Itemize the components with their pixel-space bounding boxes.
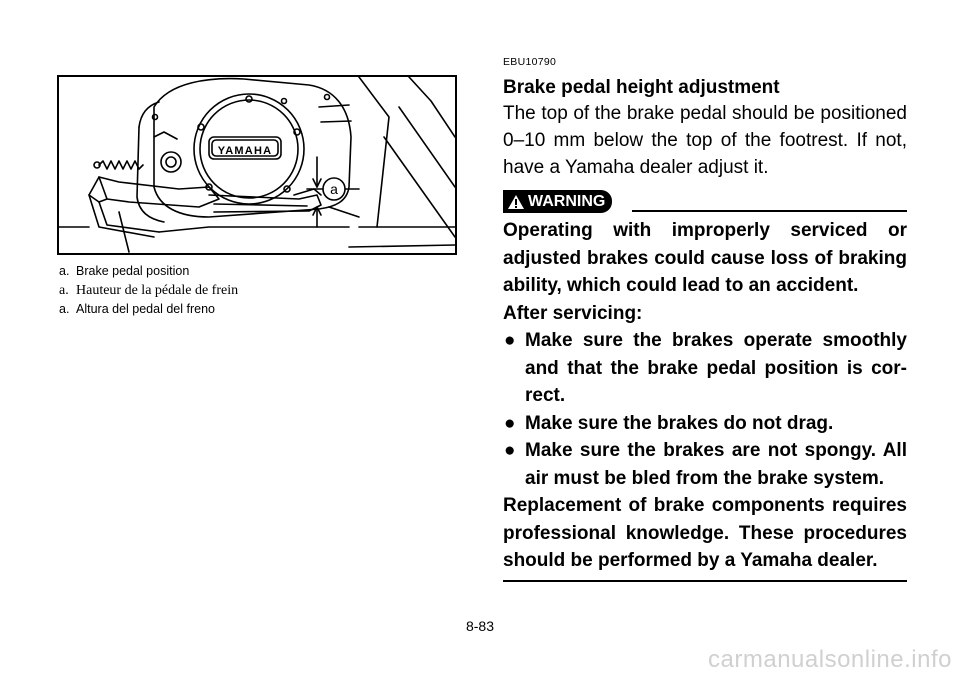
caption-letter: a. xyxy=(59,302,70,316)
warning-badge xyxy=(503,190,612,213)
caption-text: Hauteur de la pédale de frein xyxy=(76,283,239,298)
warning-end-rule xyxy=(503,580,907,582)
section-body: The top of the brake pedal should be positioned 0–10 mm below the top of the footrest. If not, have a Yamaha dealer adjust it. xyxy=(503,103,907,178)
list-item-text: Make sure the brakes do not drag. xyxy=(525,412,834,434)
warning-closing: Replacement of brake components requires professional knowledge. These procedures should be performed by a Yamaha dealer. xyxy=(503,495,907,571)
caption-french xyxy=(59,281,459,300)
section-code: EBU10790 xyxy=(503,56,557,68)
warning-triangle-icon xyxy=(507,194,525,210)
section-title: Brake pedal height adjustment xyxy=(503,77,780,98)
warning-text: Operating with improperly serviced or adjusted brakes could cause loss of braking ability, which could lead to an accident. xyxy=(503,220,907,296)
list-item-text: Make sure the brakes are not spongy. All air must be bled from the brake system. xyxy=(525,440,907,489)
bullet-icon: ● xyxy=(504,330,516,351)
caption-english xyxy=(59,262,459,281)
list-item-text: Make sure the brakes operate smoothly and that the brake pedal position is cor- rect. xyxy=(525,330,907,406)
caption-letter: a. xyxy=(59,283,69,298)
page-number: 8-83 xyxy=(465,618,495,634)
caption-text: Altura del pedal del freno xyxy=(76,302,215,316)
engine-pedal-drawing xyxy=(59,77,455,253)
caption-text: Brake pedal position xyxy=(76,264,190,278)
bullet-icon: ● xyxy=(504,440,516,461)
list-item xyxy=(503,437,907,492)
list-item xyxy=(503,410,907,438)
content-column xyxy=(503,56,907,582)
figure-captions xyxy=(59,262,459,319)
watermark: carmanualsonline.info xyxy=(708,646,952,673)
callout-letter: a xyxy=(330,181,338,197)
servicing-checklist xyxy=(503,327,907,492)
caption-spanish xyxy=(59,300,459,319)
list-item xyxy=(503,327,907,410)
warning-header xyxy=(503,187,907,217)
warning-label: WARNING xyxy=(528,193,606,210)
brake-pedal-illustration xyxy=(57,75,457,255)
caption-letter: a. xyxy=(59,264,70,278)
warning-rule xyxy=(632,210,907,212)
after-servicing-heading: After servicing: xyxy=(503,302,643,324)
bullet-icon: ● xyxy=(504,412,516,434)
yamaha-badge-text: YAMAHA xyxy=(217,145,273,157)
